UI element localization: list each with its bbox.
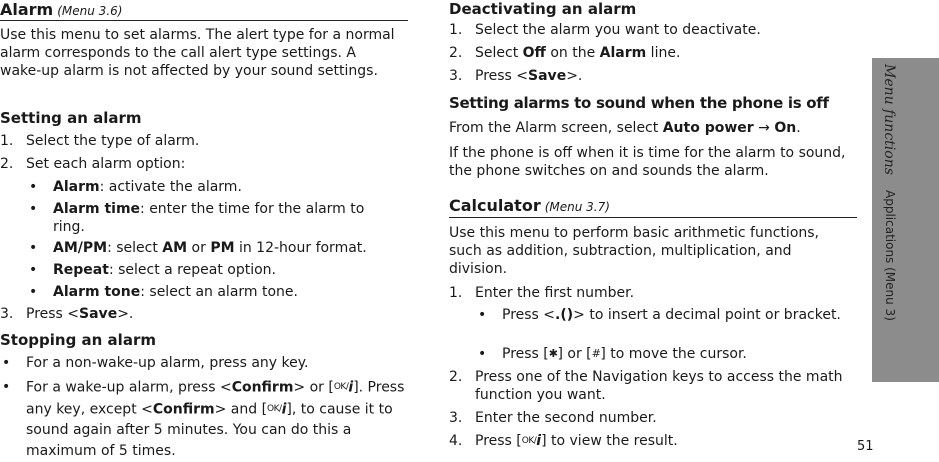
list-item: • Alarm tone: select an alarm tone.	[29, 284, 298, 300]
phone-off-heading: Setting alarms to sound when the phone is off	[449, 94, 829, 112]
list-item: • Press <.()> to insert a decimal point or bracket.	[478, 307, 841, 323]
list-item: • For a non-wake-up alarm, press any key.	[2, 355, 309, 371]
list-item: 3. Press <Save>.	[0, 306, 134, 322]
list-item: 4. Press [OK/i] to view the result.	[449, 433, 678, 449]
list-item: 2. Set each alarm option:	[0, 156, 186, 172]
setting-heading: Setting an alarm	[0, 109, 142, 127]
deactivating-heading: Deactivating an alarm	[449, 0, 637, 18]
title-rule	[0, 20, 408, 21]
page-number: 51	[857, 439, 874, 454]
calculator-title: Calculator (Menu 3.7)	[449, 196, 610, 215]
chapter-sublabel: Applications (Menu 3)	[883, 190, 897, 321]
list-item: • For a wake-up alarm, press <Confirm> or [OK/i]. Press any key, except <Confirm> and [OK/i], to cause it to sound again after 5 minutes. You can do this a maximum of 5 times.	[2, 379, 405, 459]
calculator-intro: Use this menu to perform basic arithmetic functions, such as addition, subtraction, multiplication, and division.	[449, 225, 819, 277]
hash-key-icon: #	[591, 347, 601, 360]
list-item: 1. Enter the first number.	[449, 285, 635, 301]
list-item: • Alarm: activate the alarm.	[29, 179, 242, 195]
list-item: 2. Press one of the Navigation keys to access the math function you want.	[449, 369, 843, 403]
ok-key-icon: OK/	[333, 382, 349, 392]
ok-key-icon: OK/	[521, 436, 537, 446]
list-item: 1. Select the alarm you want to deactivate.	[449, 22, 761, 38]
phone-off-p2: If the phone is off when it is time for the alarm to sound, the phone switches on and sounds the alarm.	[449, 145, 846, 179]
chapter-label: Menu functions	[881, 64, 897, 175]
phone-off-p1: From the Alarm screen, select Auto power → On.	[449, 120, 801, 136]
list-item: • Alarm time: enter the time for the alarm to ring.	[29, 201, 365, 235]
alarm-title: Alarm (Menu 3.6)	[0, 0, 123, 19]
title-rule	[449, 217, 857, 218]
list-item: • AM/PM: select AM or PM in 12-hour format.	[29, 240, 367, 256]
list-item: 1. Select the type of alarm.	[0, 133, 200, 149]
star-key-icon: ✱	[548, 347, 558, 360]
list-item: 2. Select Off on the Alarm line.	[449, 45, 681, 61]
list-item: • Press [✱] or [#] to move the cursor.	[478, 346, 747, 362]
alarm-intro: Use this menu to set alarms. The alert type for a normal alarm corresponds to the call alert type settings. A wake-up alarm is not affected by your sound settings.	[0, 27, 395, 79]
ok-key-icon: OK/	[267, 403, 282, 414]
list-item: • Repeat: select a repeat option.	[29, 262, 276, 278]
list-item: 3. Enter the second number.	[449, 410, 657, 426]
list-item: 3. Press <Save>.	[449, 68, 583, 84]
stopping-heading: Stopping an alarm	[0, 331, 156, 349]
